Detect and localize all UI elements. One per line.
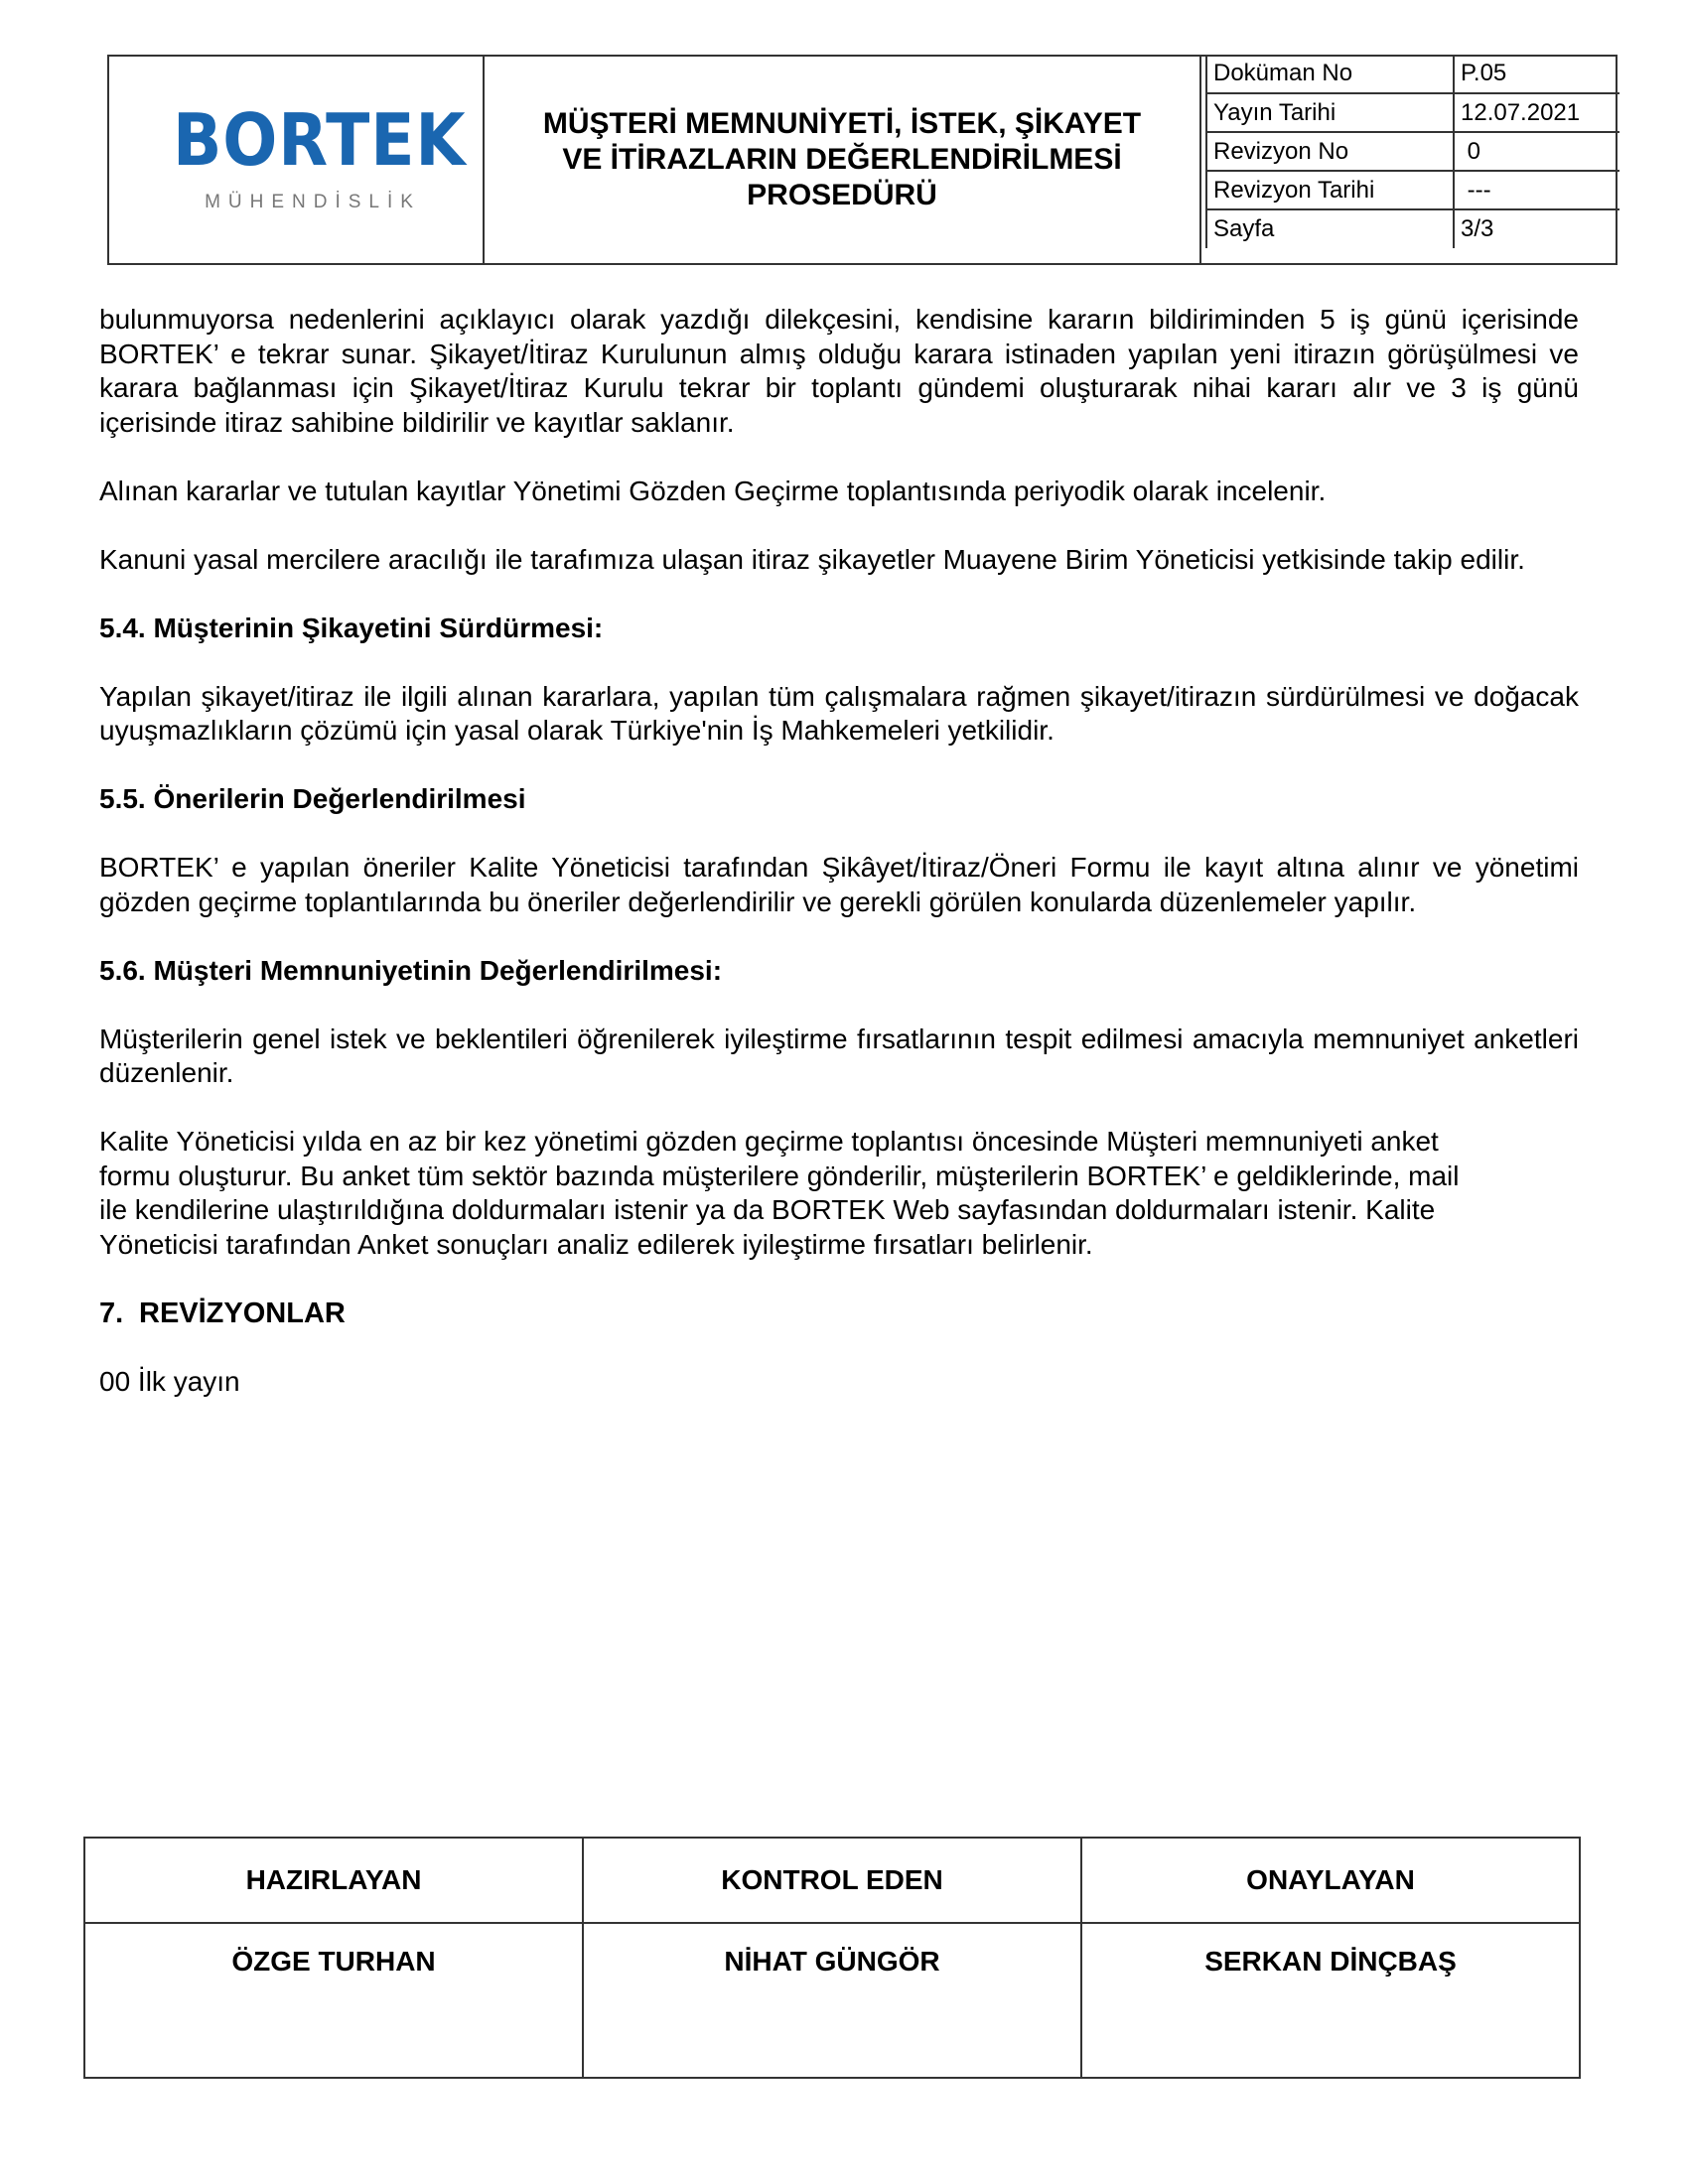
paragraph-records-review: Alınan kararlar ve tutulan kayıtlar Yönetimi Gözden Geçirme toplantısında periyodik olarak incelenir. <box>99 475 1327 506</box>
section-5-5-heading: 5.5. Önerilerin Değerlendirilmesi <box>99 783 526 814</box>
meta-row <box>1206 209 1619 248</box>
meta-label: Yayın Tarihi <box>1206 93 1454 132</box>
company-logo-subtitle: MÜHENDİSLİK <box>205 192 421 212</box>
approval-names-row <box>84 1923 1580 2078</box>
section-5-4-heading: 5.4. Müşterinin Şikayetini Sürdürmesi: <box>99 612 604 643</box>
section-7-number: 7. <box>99 1297 124 1329</box>
title-line-1: MÜŞTERİ MEMNUNİYETİ, İSTEK, ŞİKAYET <box>542 107 1142 140</box>
document-meta-table <box>1205 55 1619 248</box>
section-5-6-text-2 <box>99 1125 1579 1262</box>
meta-label: Sayfa <box>1206 209 1454 248</box>
logo-cell <box>109 57 485 263</box>
name-prepared-by: ÖZGE TURHAN <box>84 1923 583 2078</box>
company-logo: BORTEK <box>173 98 467 182</box>
meta-row <box>1206 55 1619 93</box>
text-line: Kalite Yöneticisi yılda en az bir kez yönetimi gözden geçirme toplantısı öncesinde Müşteri memnuniyeti anket <box>99 1126 1439 1157</box>
meta-row <box>1206 171 1619 209</box>
text-line: Yöneticisi tarafından Anket sonuçları analiz edilerek iyileştirme fırsatları belirlenir. <box>99 1228 1093 1260</box>
meta-row <box>1206 132 1619 171</box>
title-line-2: VE İTİRAZLARIN DEĞERLENDİRİLMESİ <box>562 143 1122 176</box>
name-checked-by: NİHAT GÜNGÖR <box>583 1923 1081 2078</box>
section-7-heading <box>99 1297 1579 1331</box>
approval-roles-row <box>84 1838 1580 1923</box>
document-title <box>543 106 1141 213</box>
document-body <box>99 303 1579 1433</box>
meta-label: Doküman No <box>1206 55 1454 93</box>
role-prepared-by: HAZIRLAYAN <box>84 1838 583 1923</box>
meta-value: 3/3 <box>1454 209 1619 248</box>
meta-row <box>1206 93 1619 132</box>
paragraph-appeal-continuation: bulunmuyorsa nedenlerini açıklayıcı olarak yazdığı dilekçesini, kendisine kararın bildiriminden 5 iş günü içerisinde BORTEK’ e tekrar sunar. Şikayet/İtiraz Kurulunun almış olduğu karara istinaden yapılan yeni itirazın görüşülmesi ve karara bağlanması için Şikayet/İtiraz Kurulu tekrar bir toplantı gündemi oluşturarak nihai kararı alır ve 3 iş günü içerisinde itiraz sahibine bildirilir ve kayıtlar saklanır. <box>99 304 1579 438</box>
meta-value: --- <box>1454 171 1619 209</box>
meta-value: 12.07.2021 <box>1454 93 1619 132</box>
role-approved-by: ONAYLAYAN <box>1081 1838 1580 1923</box>
meta-label: Revizyon Tarihi <box>1206 171 1454 209</box>
role-checked-by: KONTROL EDEN <box>583 1838 1081 1923</box>
meta-label: Revizyon No <box>1206 132 1454 171</box>
document-title-cell <box>485 57 1201 263</box>
name-approved-by: SERKAN DİNÇBAŞ <box>1081 1923 1580 2078</box>
document-header <box>107 55 1618 265</box>
revision-entry: 00 İlk yayın <box>99 1365 240 1397</box>
meta-value: 0 <box>1454 132 1619 171</box>
approval-signature-table <box>83 1837 1581 2079</box>
meta-value: P.05 <box>1454 55 1619 93</box>
text-line: formu oluşturur. Bu anket tüm sektör bazında müşterilere gönderilir, müşterilerin BORTEK’ e geldiklerinde, mail <box>99 1160 1460 1191</box>
section-5-5-text: BORTEK’ e yapılan öneriler Kalite Yöneticisi tarafından Şikâyet/İtiraz/Öneri Formu ile kayıt altına alınır ve yönetimi gözden geçirme toplantılarında bu öneriler değerlendirilir ve gerekli görülen konularda düzenlemeler yapılır. <box>99 852 1579 917</box>
section-5-4-text: Yapılan şikayet/itiraz ile ilgili alınan kararlara, yapılan tüm çalışmalara rağmen şikayet/itirazın sürdürülmesi ve doğacak uyuşmazlıkların çözümü için yasal olarak Türkiye'nin İş Mahkemeleri yetkilidir. <box>99 680 1579 746</box>
section-7-title: REVİZYONLAR <box>139 1297 346 1329</box>
section-5-6-text-1: Müşterilerin genel istek ve beklentileri öğrenilerek iyileştirme fırsatlarının tespit edilmesi amacıyla memnuniyet anketleri düzenlenir. <box>99 1023 1579 1088</box>
title-line-3: PROSEDÜRÜ <box>747 179 937 211</box>
paragraph-legal-authorities: Kanuni yasal mercilere aracılığı ile tarafımıza ulaşan itiraz şikayetler Muayene Birim Yöneticisi yetkisinde takip edilir. <box>99 543 1525 575</box>
section-5-6-heading: 5.6. Müşteri Memnuniyetinin Değerlendirilmesi: <box>99 954 723 986</box>
text-line: ile kendilerine ulaştırıldığına doldurmaları istenir ya da BORTEK Web sayfasından doldurmaları istenir. Kalite <box>99 1194 1436 1225</box>
